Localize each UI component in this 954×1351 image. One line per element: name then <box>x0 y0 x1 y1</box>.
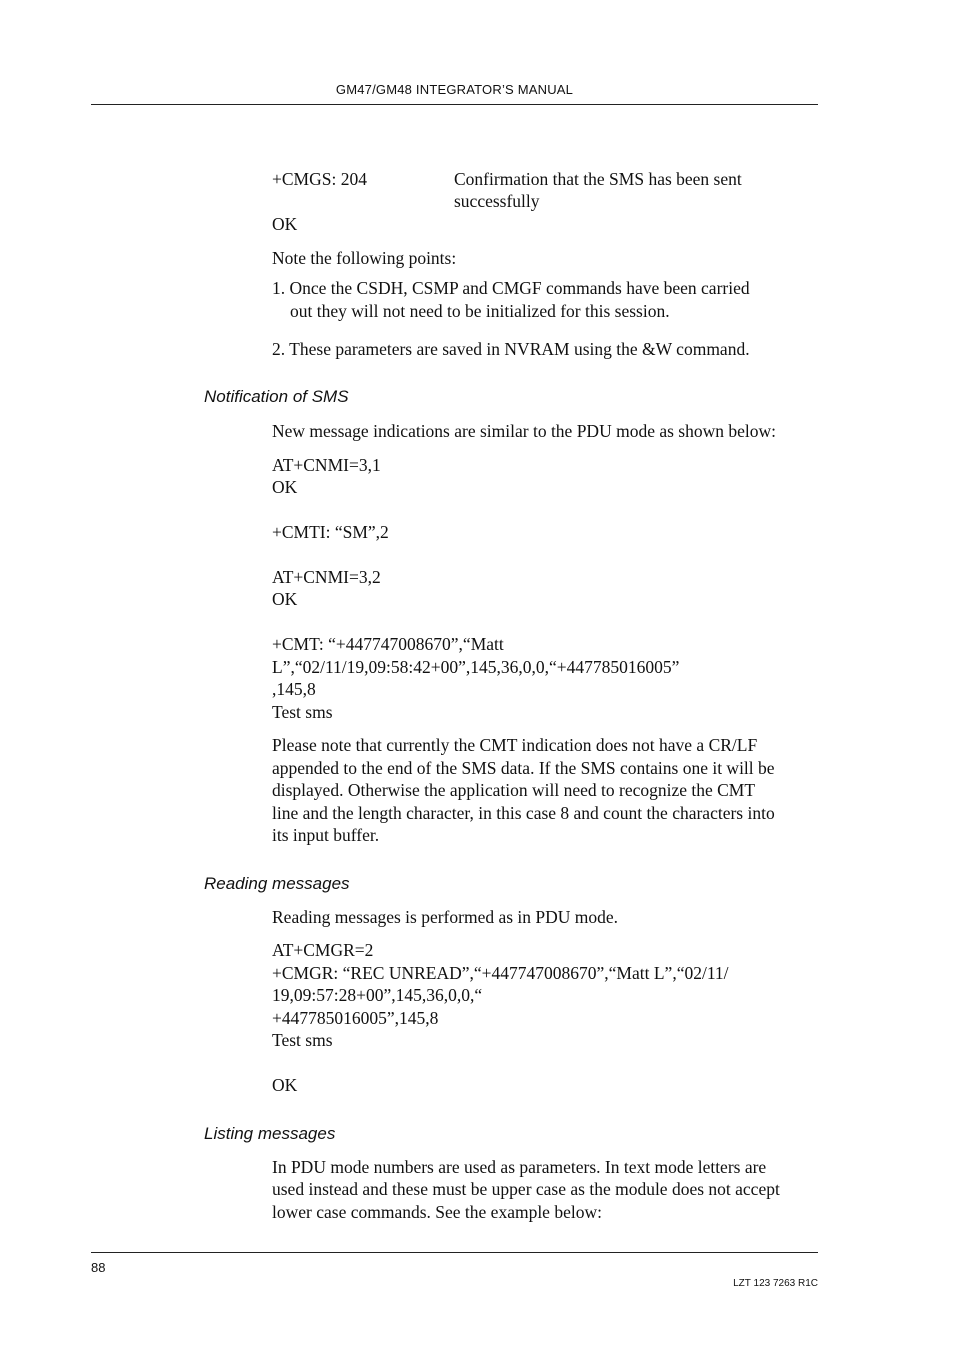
code-cmgr-line3: 19,09:57:28+00”,145,36,0,0,“ <box>272 985 483 1005</box>
response-description-line1: Confirmation that the SMS has been sent <box>454 169 742 189</box>
code-cmgr-line4: +447785016005”,145,8 <box>272 1008 439 1028</box>
response-ok: OK <box>272 214 298 234</box>
code-cmgr-line1: AT+CMGR=2 <box>272 940 374 960</box>
response-command: +CMGS: 204 <box>272 169 367 189</box>
notes-intro: Note the following points: <box>272 248 457 268</box>
cmt-note-line2: appended to the end of the SMS data. If the SMS contains one it will be <box>272 758 775 778</box>
cmt-note-line3: displayed. Otherwise the application will need to recognize the CMT <box>272 780 756 800</box>
footer-rule <box>91 1252 818 1253</box>
reading-intro: Reading messages is performed as in PDU mode. <box>272 907 619 927</box>
code-cmgr-line5: Test sms <box>272 1030 333 1050</box>
cmt-note-line5: its input buffer. <box>272 825 380 845</box>
code-cnmi-2: AT+CNMI=3,2 <box>272 567 381 587</box>
heading-notification-of-sms: Notification of SMS <box>204 387 349 406</box>
heading-listing-messages: Listing messages <box>204 1124 336 1143</box>
running-header: GM47/GM48 INTEGRATOR’S MANUAL <box>335 82 574 97</box>
page-number: 88 <box>91 1260 106 1275</box>
code-cmt-line1: +CMT: “+447747008670”,“Matt <box>272 634 504 654</box>
code-cmt-line2: L”,“02/11/19,09:58:42+00”,145,36,0,0,“+447785016005” <box>272 657 680 677</box>
notes-item1-line1: 1. Once the CSDH, CSMP and CMGF commands have been carried <box>272 278 750 298</box>
cmt-note-line4: line and the length character, in this case 8 and count the characters into <box>272 803 775 823</box>
code-cnmi-2-ok: OK <box>272 589 298 609</box>
code-cnmi-1: AT+CNMI=3,1 <box>272 455 381 475</box>
listing-para-line3: lower case commands. See the example below: <box>272 1202 602 1222</box>
notes-item1-line2: out they will not need to be initialized for this session. <box>290 301 670 321</box>
listing-para-line1: In PDU mode numbers are used as parameters. In text mode letters are <box>272 1157 767 1177</box>
heading-reading-messages: Reading messages <box>204 874 350 893</box>
notes-item2: 2. These parameters are saved in NVRAM using the &W command. <box>272 339 750 359</box>
notification-intro: New message indications are similar to the PDU mode as shown below: <box>272 421 776 441</box>
listing-para-line2: used instead and these must be upper case as the module does not accept <box>272 1179 780 1199</box>
code-cmgr-ok: OK <box>272 1075 298 1095</box>
code-cmti: +CMTI: “SM”,2 <box>272 522 389 542</box>
document-id: LZT 123 7263 R1C <box>733 1278 818 1289</box>
code-cnmi-1-ok: OK <box>272 477 298 497</box>
code-cmt-line3: ,145,8 <box>272 679 316 699</box>
header-rule <box>91 104 818 105</box>
code-cmgr-line2: +CMGR: “REC UNREAD”,“+447747008670”,“Matt L”,“02/11/ <box>272 963 729 983</box>
code-cmt-line4: Test sms <box>272 702 333 722</box>
cmt-note-line1: Please note that currently the CMT indication does not have a CR/LF <box>272 735 758 755</box>
response-description-line2: successfully <box>454 191 540 211</box>
